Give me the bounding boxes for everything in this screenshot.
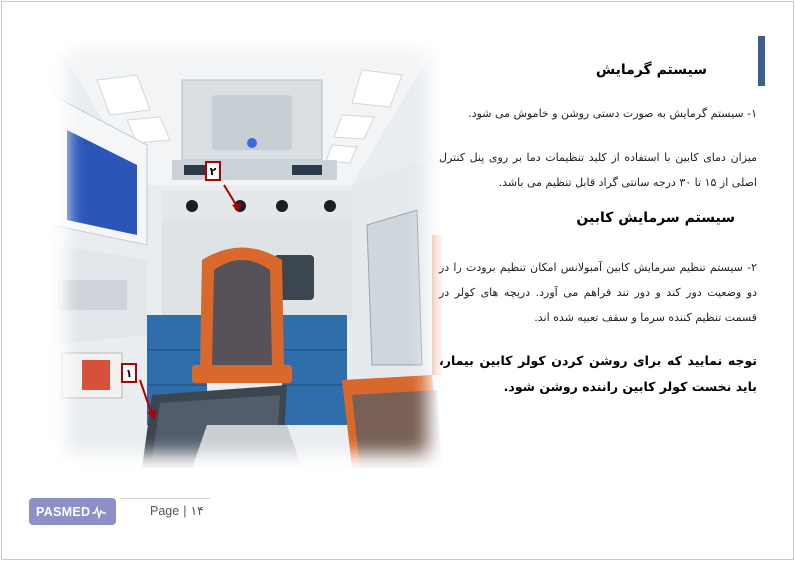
logo-text: PASMED [36,504,91,519]
heating-paragraph-1: ۱- سیستم گرمایش به صورت دستی روشن و خاموش می شود. [468,107,757,120]
footer-divider [120,498,210,499]
callout-marker-2: ۲ [205,161,221,181]
heartbeat-icon [92,505,106,519]
heating-paragraph-2: میزان دمای کابین با استفاده از کلید تنظیمات دما بر روی پنل کنترل اصلی از ۱۵ تا ۳۰ درجه سانتی گراد قابل تنظیم می باشد. [439,151,757,189]
section-accent-bar [758,36,765,86]
cooling-paragraph-1: ۲- سیستم تنظیم سرمایش کابین آمبولانس امکان تنظیم برودت را در دو وضعیت دور کند و دور تند فراهم می آورد. دریچه های کولر در قسمت تنظیم کننده سرما و سقف تعبیه شده اند. [439,261,757,324]
page-label: Page [150,503,180,518]
page-separator: | [183,503,187,518]
page-indicator [150,503,204,518]
cooling-heading: سیستم سرمایش کابین [576,210,735,226]
ambulance-cabin-illustration [52,35,442,468]
pasmed-logo [29,498,116,525]
heating-heading: سیستم گرمایش [595,62,707,78]
callout-marker-1: ۱ [121,363,137,383]
cooler-note: توجه نمایید که برای روشن کردن کولر کابین بیمار، باید نخست کولر کابین راننده روشن شود. [439,353,757,394]
page-number: ۱۴ [190,504,204,518]
ambulance-cabin-photo [52,35,442,468]
